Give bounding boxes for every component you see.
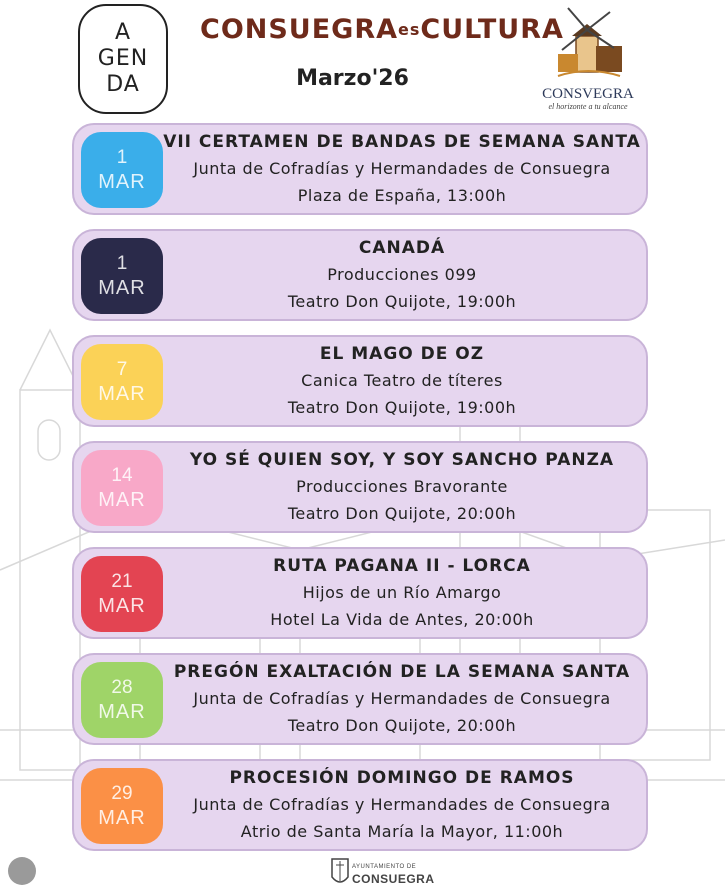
event-card [72, 123, 648, 215]
event-organizer: Canica Teatro de títeres [301, 371, 503, 390]
event-title: EL MAGO DE OZ [319, 344, 485, 364]
event-date-badge [81, 768, 163, 844]
footer-council-name: CONSUEGRA [352, 872, 435, 886]
event-card [72, 441, 648, 533]
event-month: MAR [98, 489, 146, 511]
event-place-time: Hotel La Vida de Antes, 20:00h [270, 610, 534, 629]
event-organizer: Producciones 099 [327, 265, 477, 284]
event-place-time: Teatro Don Quijote, 19:00h [287, 398, 517, 417]
agenda-letter-3: DA [106, 72, 140, 97]
event-day: 7 [116, 359, 128, 380]
page-title [200, 14, 564, 45]
event-title: YO SÉ QUIEN SOY, Y SOY SANCHO PANZA [189, 450, 615, 470]
event-card [72, 335, 648, 427]
event-day: 29 [111, 783, 133, 804]
event-card [72, 653, 648, 745]
event-month: MAR [98, 595, 146, 617]
profile-avatar-icon[interactable] [8, 857, 36, 885]
event-title: VII CERTAMEN DE BANDAS DE SEMANA SANTA [163, 132, 641, 152]
event-month: MAR [98, 277, 146, 299]
event-date-badge [81, 238, 163, 314]
event-organizer: Junta de Cofradías y Hermandades de Consuegra [193, 689, 611, 708]
footer-council-label: AYUNTAMIENTO DE [352, 864, 417, 870]
event-day: 28 [111, 677, 133, 698]
event-place-time: Teatro Don Quijote, 20:00h [287, 504, 517, 523]
event-place-time: Atrio de Santa María la Mayor, 11:00h [240, 822, 564, 841]
event-title: PROCESIÓN DOMINGO DE RAMOS [229, 768, 575, 788]
agenda-letter-2: GEN [97, 46, 149, 71]
event-date-badge [81, 450, 163, 526]
event-month: MAR [98, 701, 146, 723]
event-organizer: Hijos de un Río Amargo [302, 583, 502, 602]
event-organizer: Junta de Cofradías y Hermandades de Consuegra [193, 159, 611, 178]
event-card [72, 547, 648, 639]
event-card [72, 229, 648, 321]
event-organizer: Producciones Bravorante [296, 477, 508, 496]
event-date-badge [81, 556, 163, 632]
event-place-time: Plaza de España, 13:00h [297, 186, 507, 205]
event-organizer: Junta de Cofradías y Hermandades de Consuegra [193, 795, 611, 814]
title-part-3: CULTURA [420, 14, 564, 45]
event-title: PREGÓN EXALTACIÓN DE LA SEMANA SANTA [173, 662, 631, 682]
event-card [72, 759, 648, 851]
event-place-time: Teatro Don Quijote, 20:00h [287, 716, 517, 735]
event-date-badge [81, 662, 163, 738]
agenda-badge [78, 4, 168, 114]
event-place-time: Teatro Don Quijote, 19:00h [287, 292, 517, 311]
event-month: MAR [98, 171, 146, 193]
event-day: 1 [116, 147, 128, 168]
title-part-2: es [398, 20, 421, 39]
logo-name: CONSVEGRA [542, 86, 634, 102]
event-day: 14 [111, 465, 133, 486]
agenda-letter-1: A [114, 20, 132, 45]
page-subtitle: Marzo'26 [296, 66, 409, 91]
title-part-1: CONSUEGRA [200, 14, 399, 45]
logo-tagline: el horizonte a tu alcance [548, 102, 628, 111]
event-title: RUTA PAGANA II - LORCA [273, 556, 531, 576]
event-month: MAR [98, 807, 146, 829]
event-date-badge [81, 132, 163, 208]
event-day: 1 [116, 253, 128, 274]
event-day: 21 [111, 571, 133, 592]
event-date-badge [81, 344, 163, 420]
event-month: MAR [98, 383, 146, 405]
event-title: CANADÁ [358, 238, 446, 258]
